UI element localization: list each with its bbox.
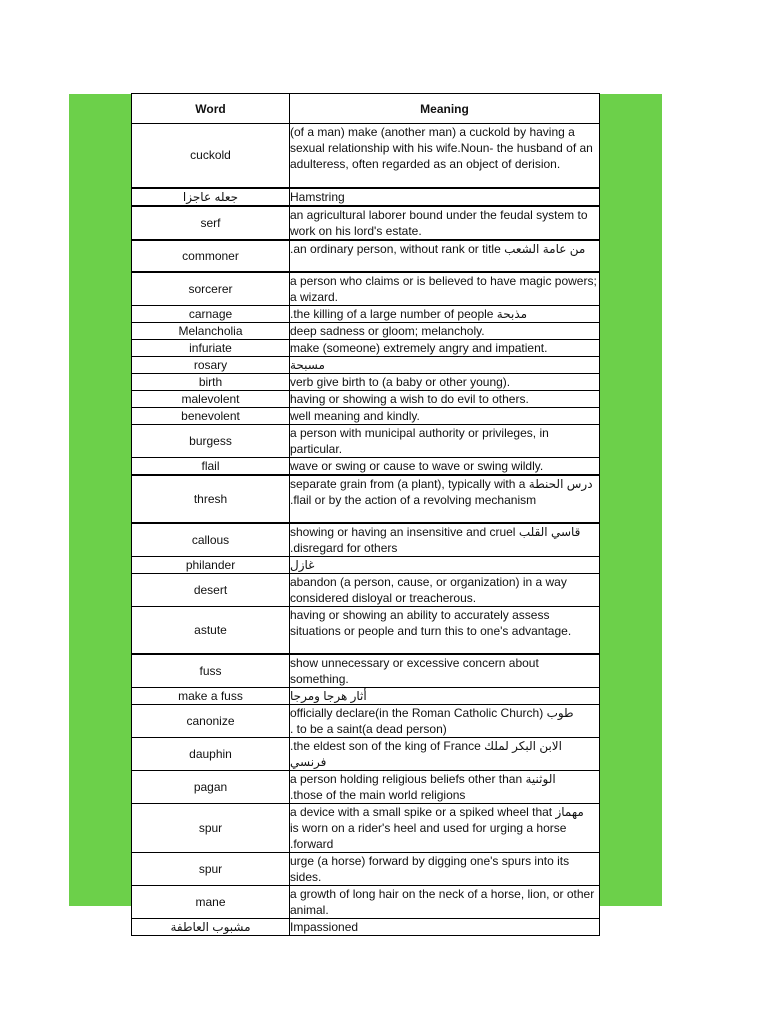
meaning-cell xyxy=(290,523,600,557)
meaning-cell xyxy=(290,272,600,306)
table-row xyxy=(132,738,600,771)
table-row xyxy=(132,556,600,573)
meaning-text: deep sadness or gloom; melancholy. xyxy=(290,323,485,338)
table-row xyxy=(132,188,600,206)
table-row xyxy=(132,272,600,306)
meaning-text: .an ordinary person, without rank or title من عامة الشعب xyxy=(290,241,586,256)
meaning-text: showing or having an insensitive and cruel قاسي القلب .disregard for others xyxy=(290,524,581,555)
meaning-text: أثار هرجا ومرجا xyxy=(290,689,367,703)
word-cell: infuriate xyxy=(132,339,290,356)
table-row xyxy=(132,705,600,738)
meaning-cell xyxy=(290,424,600,457)
table-row xyxy=(132,124,600,188)
meaning-text: having or showing a wish to do evil to others. xyxy=(290,391,529,406)
meaning-cell xyxy=(290,356,600,373)
table-header-row xyxy=(132,94,600,124)
meaning-cell xyxy=(290,688,600,705)
word-cell: birth xyxy=(132,373,290,390)
meaning-text: a growth of long hair on the neck of a horse, lion, or other animal. xyxy=(290,887,595,917)
word-cell: make a fuss xyxy=(132,688,290,705)
meaning-column-header: Meaning xyxy=(290,94,600,124)
meaning-text: a person with municipal authority or privileges, in particular. xyxy=(290,425,549,456)
meaning-cell xyxy=(290,738,600,771)
meaning-text: abandon (a person, cause, or organization) in a way considered disloyal or treacherous. xyxy=(290,574,567,605)
meaning-cell xyxy=(290,654,600,688)
meaning-cell xyxy=(290,305,600,322)
table-row xyxy=(132,688,600,705)
meaning-cell xyxy=(290,240,600,272)
table-row xyxy=(132,339,600,356)
word-cell: spur xyxy=(132,853,290,886)
table-row xyxy=(132,240,600,272)
table-row xyxy=(132,573,600,606)
word-column-header: Word xyxy=(132,94,290,124)
word-cell: benevolent xyxy=(132,407,290,424)
word-cell: flail xyxy=(132,457,290,475)
meaning-cell xyxy=(290,373,600,390)
word-cell: mane xyxy=(132,886,290,919)
meaning-text: a person holding religious beliefs other than الوثنية .those of the main world religions xyxy=(290,772,556,802)
meaning-text: .the killing of a large number of people مذبحة xyxy=(290,306,528,321)
table-row xyxy=(132,886,600,919)
word-cell: serf xyxy=(132,206,290,240)
word-cell: cuckold xyxy=(132,124,290,188)
meaning-cell xyxy=(290,919,600,936)
meaning-text: verb give birth to (a baby or other young). xyxy=(290,374,511,389)
table-row xyxy=(132,424,600,457)
table-row xyxy=(132,373,600,390)
word-cell: carnage xyxy=(132,305,290,322)
word-cell: callous xyxy=(132,523,290,557)
meaning-cell xyxy=(290,556,600,573)
table-row xyxy=(132,407,600,424)
word-cell: fuss xyxy=(132,654,290,688)
meaning-text: separate grain from (a plant), typically with a درس الحنطة .flail or by the action of a revolving mechanism xyxy=(290,476,593,507)
table-row xyxy=(132,305,600,322)
word-cell: commoner xyxy=(132,240,290,272)
word-cell: مشبوب العاطفة xyxy=(132,919,290,936)
meaning-text: a person who claims or is believed to have magic powers; a wizard. xyxy=(290,273,597,304)
word-cell: spur xyxy=(132,804,290,853)
meaning-text: officially declare(in the Roman Catholic Church) طوب . to be a saint(a dead person) xyxy=(290,706,574,736)
meaning-cell xyxy=(290,457,600,475)
meaning-cell xyxy=(290,853,600,886)
meaning-text: make (someone) extremely angry and impatient. xyxy=(290,340,548,355)
meaning-cell xyxy=(290,705,600,738)
table-row xyxy=(132,804,600,853)
table-row xyxy=(132,356,600,373)
meaning-text: .the eldest son of the king of France الابن البكر لملك فرنسي xyxy=(290,739,562,769)
word-cell: canonize xyxy=(132,705,290,738)
word-cell: Melancholia xyxy=(132,322,290,339)
meaning-cell xyxy=(290,475,600,523)
table-row xyxy=(132,206,600,240)
meaning-cell xyxy=(290,322,600,339)
word-cell: desert xyxy=(132,573,290,606)
meaning-cell xyxy=(290,606,600,654)
meaning-text: مسبحة xyxy=(290,357,325,372)
meaning-cell xyxy=(290,407,600,424)
word-cell: malevolent xyxy=(132,390,290,407)
word-cell: جعله عاجزا xyxy=(132,188,290,206)
meaning-text: (of a man) make (another man) a cuckold by having a sexual relationship with his wife.Noun- the husband of an adulteress, often regarded as an object of derision. xyxy=(290,125,593,171)
meaning-cell xyxy=(290,390,600,407)
table-row xyxy=(132,322,600,339)
table-row xyxy=(132,853,600,886)
word-cell: rosary xyxy=(132,356,290,373)
meaning-text: غازل xyxy=(290,557,315,572)
meaning-cell xyxy=(290,339,600,356)
word-cell: thresh xyxy=(132,475,290,523)
meaning-text: a device with a small spike or a spiked wheel that مهماز is worn on a rider's heel and used for urging a horse .forward xyxy=(290,805,584,851)
word-cell: burgess xyxy=(132,424,290,457)
meaning-text: an agricultural laborer bound under the feudal system to work on his lord's estate. xyxy=(290,207,588,238)
meaning-cell xyxy=(290,573,600,606)
meaning-cell xyxy=(290,206,600,240)
table-row xyxy=(132,654,600,688)
meaning-cell xyxy=(290,188,600,206)
word-cell: philander xyxy=(132,556,290,573)
meaning-text: urge (a horse) forward by digging one's spurs into its sides. xyxy=(290,854,570,884)
meaning-text: well meaning and kindly. xyxy=(290,408,420,423)
meaning-cell xyxy=(290,124,600,188)
meaning-text: Hamstring xyxy=(290,189,345,204)
table-row xyxy=(132,390,600,407)
table-row xyxy=(132,523,600,557)
table-row xyxy=(132,606,600,654)
word-cell: dauphin xyxy=(132,738,290,771)
table-row xyxy=(132,919,600,936)
meaning-text: show unnecessary or excessive concern about something. xyxy=(290,656,539,686)
vocabulary-table xyxy=(131,93,600,936)
meaning-text: wave or swing or cause to wave or swing wildly. xyxy=(290,458,544,473)
table-row xyxy=(132,771,600,804)
meaning-cell xyxy=(290,804,600,853)
meaning-cell xyxy=(290,886,600,919)
meaning-cell xyxy=(290,771,600,804)
table-row xyxy=(132,475,600,523)
word-cell: pagan xyxy=(132,771,290,804)
table-row xyxy=(132,457,600,475)
word-cell: sorcerer xyxy=(132,272,290,306)
meaning-text: Impassioned xyxy=(290,920,359,934)
meaning-text: having or showing an ability to accurately assess situations or people and turn this to one's advantage. xyxy=(290,607,572,638)
word-cell: astute xyxy=(132,606,290,654)
